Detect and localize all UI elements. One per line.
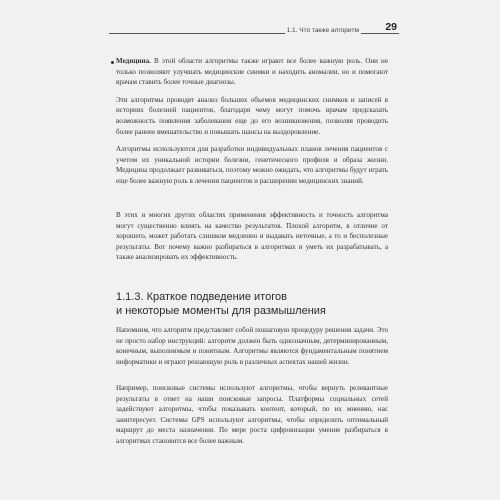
bullet-lead-paragraph — [116, 56, 388, 88]
bullet-sub-paragraph-1: Эти алгоритмы проводят анализ больших объемов медицинских снимков и записей в историях болезней пациентов, благодаря чему могут помочь врачам предсказать возможность появления заболевания еще до его возникновения, позволяя проводить более раннее вмешательство и повышать шансы на выздоровление. — [116, 95, 388, 136]
page-header — [109, 20, 399, 46]
bullet-lead-text: В этой области алгоритмы также играют все более важную роль. Они не только позволяют улучшать медицинские снимки и находить аномалии, но и помогают врачам ставить более точные диагнозы. — [116, 57, 388, 87]
body-paragraph-1: В этих и многих других областях применения эффективность и точность алгоритма могут существенно влиять на качество результатов. Плохой алгоритм, в отличие от хорошего, может работать слишком медленно и выдавать неточные, а то и бесполезные результаты. Вот почему важно разбираться в алгоритмах и уметь их разрабатывать, а также анализировать их эффективность. — [116, 211, 388, 262]
bullet-marker — [111, 61, 114, 64]
page-number: 29 — [385, 21, 397, 33]
bullet-sub-paragraph-2: Алгоритмы используются для разработки индивидуальных планов лечения пациентов с учетом их уникальной истории болезни, генетического профиля и образа жизни. Медицина продолжает развиваться, поэтому можно ожидать, что алгоритмы будут играть еще более важную роль в лечении пациентов и расширении медицинских знаний. — [116, 145, 388, 185]
section-title — [116, 290, 388, 318]
section-title-line-2: и некоторые моменты для размышления — [116, 305, 326, 317]
body-paragraph-3: Например, поисковые системы используют алгоритмы, чтобы вернуть релевантные результаты в ответ на наши поисковые запросы. Платформы социальных сетей задействуют алгоритмы, чтобы показывать контент, который, по их мнению, нас заинтересует. Системы GPS используют алгоритмы, чтобы определить оптимальный маршрут до места назначения. По мере роста цифровизации умение разбираться в алгоритмах становится все более важным. — [116, 384, 388, 445]
bullet-term: Медицина. — [116, 57, 151, 65]
running-head: 1.1. Что также алгоритм — [286, 27, 359, 34]
body-paragraph-2: Напомним, что алгоритм представляет собой пошаговую процедуру решения задачи. Это не просто набор инструкций: алгоритм должен быть однозначным, детерминированным, конечным, выполнимым и понятным. Алгоритмы являются фундаментальным понятием информатики и играют решающую роль в различных аспектах нашей жизни. — [116, 326, 388, 366]
bullet-item-medicine — [116, 56, 388, 194]
section-title-line-1: 1.1.3. Краткое подведение итогов — [116, 291, 287, 303]
